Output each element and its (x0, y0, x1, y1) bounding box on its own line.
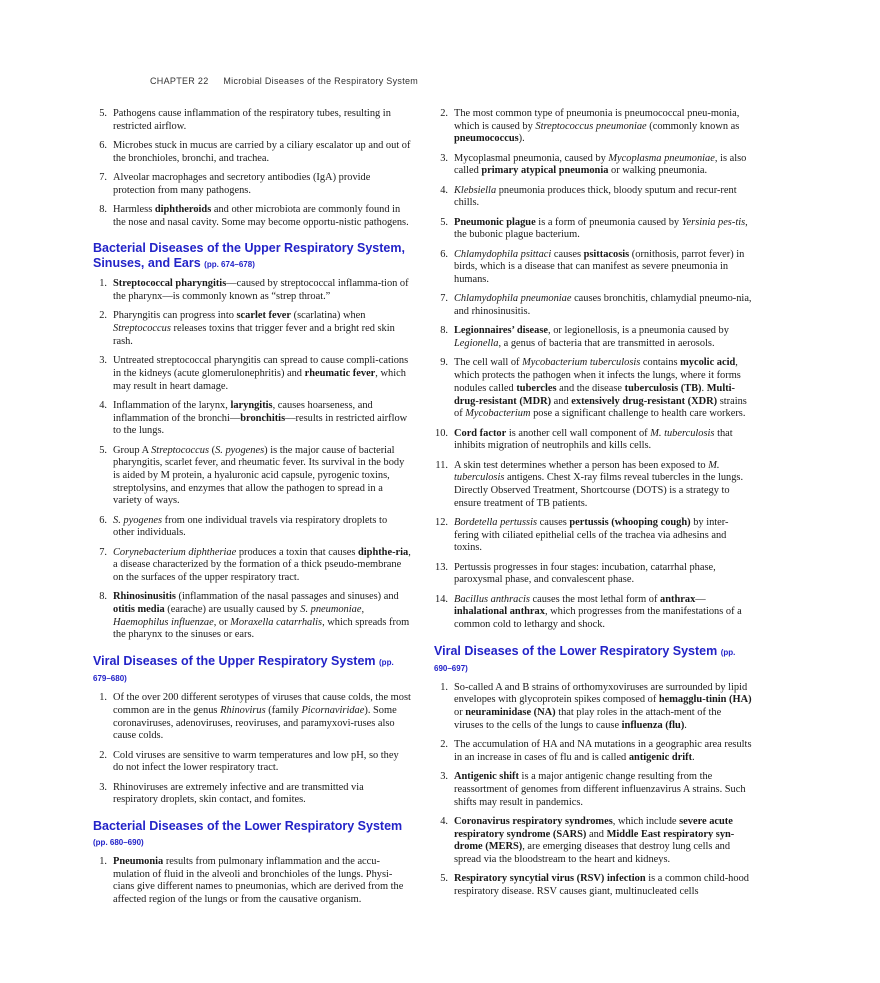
item-number: 7. (440, 293, 448, 305)
list-item (93, 856, 411, 907)
item-text: Bordetella pertussis causes pertussis (whooping cough) by inter-fering with ciliated epithelial cells of the trachea via adhesins and toxins. (454, 516, 729, 554)
list-item (434, 428, 752, 453)
upper-bacterial-list (93, 278, 411, 642)
item-number: 1. (99, 855, 107, 867)
item-text: So-called A and B strains of orthomyxoviruses are surrounded by lipid envelopes with glycoprotein spikes composed of hemagglu-tinin (HA) or neuraminidase (NA) that play roles in the attach-ment of the viruses to the cells of the lungs to cause influenza (flu). (454, 681, 752, 731)
list-item (434, 249, 752, 287)
item-text: Chlamydophila psittaci causes psittacosis (ornithosis, parrot fever) in birds, which is a disease that can manifest as severe pneumonia in humans. (454, 248, 745, 286)
item-number: 5. (440, 216, 448, 228)
item-text: Harmless diphtheroids and other microbiota are commonly found in the nose and nasal cavity. Some may become opportu-nistic pathogens. (113, 204, 409, 228)
list-item (93, 310, 411, 348)
item-text: Cord factor is another cell wall component of M. tuberculosis that inhibits migration of neutrophils and kills cells. (454, 427, 733, 452)
list-item (93, 278, 411, 303)
list-item (434, 185, 752, 210)
list-item (93, 355, 411, 393)
item-text: Chlamydophila pneumoniae causes bronchitis, chlamydial pneumo-nia, and rhinosinusitis. (454, 293, 752, 318)
item-text: Corynebacterium diphtheriae produces a toxin that causes diphthe-ria, a disease characterized by the formation of a thick pseudo-membrane on the surfaces of the upper respiratory tract. (113, 546, 411, 584)
item-number: 4. (440, 815, 448, 827)
item-text: Rhinosinusitis (inflammation of the nasal passages and sinuses) and otitis media (earache) are usually caused by S. pneumoniae, Haemophilus influenzae, or Moraxella catarrhalis, which spreads from the pharynx to the sinuses or ears. (113, 591, 410, 641)
list-item (93, 591, 411, 642)
item-number: 3. (440, 771, 448, 783)
item-text: Group A Streptococcus (S. pyogenes) is the major cause of bacterial pharyngitis, scarlet fever, and rheumatic fever. Its survival in the body is aided by M protein, a hyaluronic acid capsule, pyrogenic toxins, streptolysins, and enzymes that allow the pathogen to spread in a variety of ways. (113, 444, 405, 507)
item-text: Antigenic shift is a major antigenic change resulting from the reassortment of genomes from different influenzavirus A strains. Such shifts may result in pandemics. (454, 771, 746, 808)
item-text: S. pyogenes from one individual travels via respiratory droplets to other individuals. (113, 514, 388, 539)
list-item (434, 771, 752, 809)
item-number: 3. (99, 781, 107, 793)
item-number: 8. (99, 204, 107, 215)
list-item (434, 293, 752, 318)
item-text: The cell wall of Mycobacterium tuberculosis contains mycolic acid, which protects the pathogen when it infects the lungs, where it forms nodules called tubercles and the disease tuberculosis (TB). Multi-drug-resistant (MDR) and extensively drug-resistant (XDR) strains of Mycobacterium pose a significant challenge to health care workers. (454, 357, 747, 420)
list-item (434, 682, 752, 733)
section-title-lower-viral: Viral Diseases of the Lower Respiratory System (pp. 690–697) (434, 643, 736, 673)
item-number: 5. (99, 108, 107, 119)
item-number: 2. (99, 749, 107, 761)
chapter-title: Microbial Diseases of the Respiratory System (223, 76, 419, 86)
list-item (93, 204, 411, 229)
list-item (434, 562, 752, 587)
section-title-lower-bacterial: Bacterial Diseases of the Lower Respiratory System (pp. 680–690) (93, 818, 403, 847)
item-number: 2. (440, 739, 448, 751)
item-number: 8. (440, 325, 448, 337)
item-text: Klebsiella pneumonia produces thick, bloody sputum and recur-rent chills. (454, 184, 737, 209)
item-number: 4. (99, 399, 107, 411)
page-range: (pp. 690–697) (434, 647, 736, 673)
item-text: Bacillus anthracis causes the most lethal form of anthrax—inhalational anthrax, which progresses from the manifestations of a common cold to lethargy and shock. (454, 593, 742, 631)
item-text: Rhinoviruses are extremely infective and are transmitted via respiratory droplets, skin contact, and fomites. (113, 781, 364, 806)
item-number: 2. (440, 108, 448, 119)
item-text: Mycoplasmal pneumonia, caused by Mycoplasma pneumoniae, is also called primary atypical pneumonia or walking pneumonia. (454, 152, 747, 177)
list-item (93, 547, 411, 585)
list-item (434, 517, 752, 555)
item-text: Pneumonia results from pulmonary inflammation and the accu-mulation of fluid in the alveoli and bronchioles of the lungs. Physi-cians give different names to pneumonias, which are derived from the affected region of the lungs or from the causative organism. (113, 855, 404, 906)
item-text: The most common type of pneumonia is pneumococcal pneu-monia, which is caused by Streptococcus pneumoniae (commonly known as pneumococcus). (454, 108, 740, 145)
list-item (93, 400, 411, 438)
item-number: 9. (440, 357, 448, 369)
item-text: Microbes stuck in mucus are carried by a ciliary escalator up and out of the bronchioles, bronchi, and trachea. (113, 140, 411, 164)
item-text: Pertussis progresses in four stages: incubation, catarrhal phase, paroxysmal phase, and convalescent phase. (454, 561, 716, 586)
list-item (434, 357, 752, 421)
item-number: 14. (435, 593, 448, 605)
item-number: 3. (440, 152, 448, 164)
list-item (434, 108, 752, 146)
page-range: (pp. 679–680) (93, 658, 394, 684)
item-text: Respiratory syncytial virus (RSV) infection is a common child-hood respiratory disease. RSV causes giant, multinucleated cells (454, 873, 749, 897)
section-title-upper-bacterial: Bacterial Diseases of the Upper Respiratory System, Sinuses, and Ears (pp. 674–678) (93, 241, 405, 271)
item-number: 1. (99, 278, 107, 290)
list-item (434, 816, 752, 867)
item-text: Untreated streptococcal pharyngitis can spread to cause compli-cations in the kidneys (acute glomerulonephritis) and rheumatic fever, which may result in heart damage. (113, 355, 409, 392)
upper-viral-list (93, 692, 411, 807)
intro-list (93, 108, 411, 229)
chapter-label: CHAPTER 22 (150, 76, 209, 86)
list-item (434, 460, 752, 511)
item-number: 6. (440, 248, 448, 260)
item-text: Alveolar macrophages and secretory antibodies (IgA) provide protection from many pathogens. (113, 172, 371, 196)
item-number: 6. (99, 514, 107, 526)
item-number: 7. (99, 546, 107, 558)
section-title-upper-viral: Viral Diseases of the Upper Respiratory System (pp. 679–680) (93, 654, 394, 684)
item-text: Legionnaires’ disease, or legionellosis, is a pneumonia caused by Legionella, a genus of bacteria that are transmitted in aerosols. (454, 325, 729, 350)
list-item (434, 594, 752, 632)
item-number: 3. (99, 355, 107, 367)
list-item (93, 692, 411, 743)
item-text: A skin test determines whether a person has been exposed to M. tuberculosis antigens. Chest X-ray films reveal tubercles in the lungs. Directly Observed Treatment, Shortcourse (DOTS) is a strategy to ensure treatment of TB patients. (454, 459, 744, 509)
list-item (93, 515, 411, 540)
item-text: Of the over 200 different serotypes of viruses that cause colds, the most common are in the genus Rhinovirus (family Picornaviridae). Some coronaviruses, adenoviruses, reoviruses, and paramyxovi-ruses also cause colds. (113, 692, 411, 742)
list-item (434, 325, 752, 350)
item-number: 4. (440, 184, 448, 196)
item-number: 1. (99, 692, 107, 704)
item-number: 10. (435, 427, 448, 439)
list-item (434, 217, 752, 242)
item-number: 13. (435, 561, 448, 573)
list-item (93, 782, 411, 807)
item-number: 11. (435, 459, 448, 471)
lower-viral-list (434, 682, 752, 899)
list-item (93, 445, 411, 509)
item-number: 5. (99, 444, 107, 456)
list-item (93, 172, 411, 197)
item-number: 8. (99, 591, 107, 603)
item-number: 2. (99, 310, 107, 322)
list-item (434, 739, 752, 764)
list-item (93, 750, 411, 775)
right-column (434, 108, 752, 905)
list-item (93, 108, 411, 133)
item-number: 7. (99, 172, 107, 183)
item-number: 5. (440, 873, 448, 885)
item-text: Streptococcal pharyngitis—caused by streptococcal inflamma-tion of the pharynx—is commonly known as “strep throat.” (113, 278, 409, 303)
running-head (150, 76, 418, 86)
item-number: 12. (435, 516, 448, 528)
lower-bacterial-list-part1 (93, 856, 411, 907)
item-text: The accumulation of HA and NA mutations in a geographic area results in an increase in cases of flu and is called antigenic drift. (454, 739, 752, 763)
page-range: (pp. 680–690) (93, 837, 144, 847)
lower-bacterial-list-part2 (434, 108, 752, 632)
item-text: Pharyngitis can progress into scarlet fever (scarlatina) when Streptococcus releases toxins that trigger fever and a bright red skin rash. (113, 310, 395, 347)
list-item (434, 153, 752, 178)
page-range: (pp. 674–678) (204, 260, 255, 270)
item-text: Cold viruses are sensitive to warm temperatures and low pH, so they do not infect the lower respiratory tract. (113, 749, 399, 774)
item-text: Inflammation of the larynx, laryngitis, causes hoarseness, and inflammation of the bronchi—bronchitis—results in restricted airflow to the lungs. (113, 399, 408, 437)
left-column (93, 108, 411, 913)
item-number: 6. (99, 140, 107, 151)
item-text: Coronavirus respiratory syndromes, which include severe acute respiratory syndrome (SARS) and Middle East respiratory syn-drome (MERS), are emerging diseases that destroy lung cells and spread via the bloodstream to the heart and kidneys. (454, 815, 735, 865)
item-text: Pathogens cause inflammation of the respiratory tubes, resulting in restricted airflow. (113, 108, 391, 132)
list-item (93, 140, 411, 165)
item-text: Pneumonic plague is a form of pneumonia caused by Yersinia pes-tis, the bubonic plague bacterium. (454, 216, 748, 241)
item-number: 1. (440, 681, 448, 693)
list-item (434, 873, 752, 898)
